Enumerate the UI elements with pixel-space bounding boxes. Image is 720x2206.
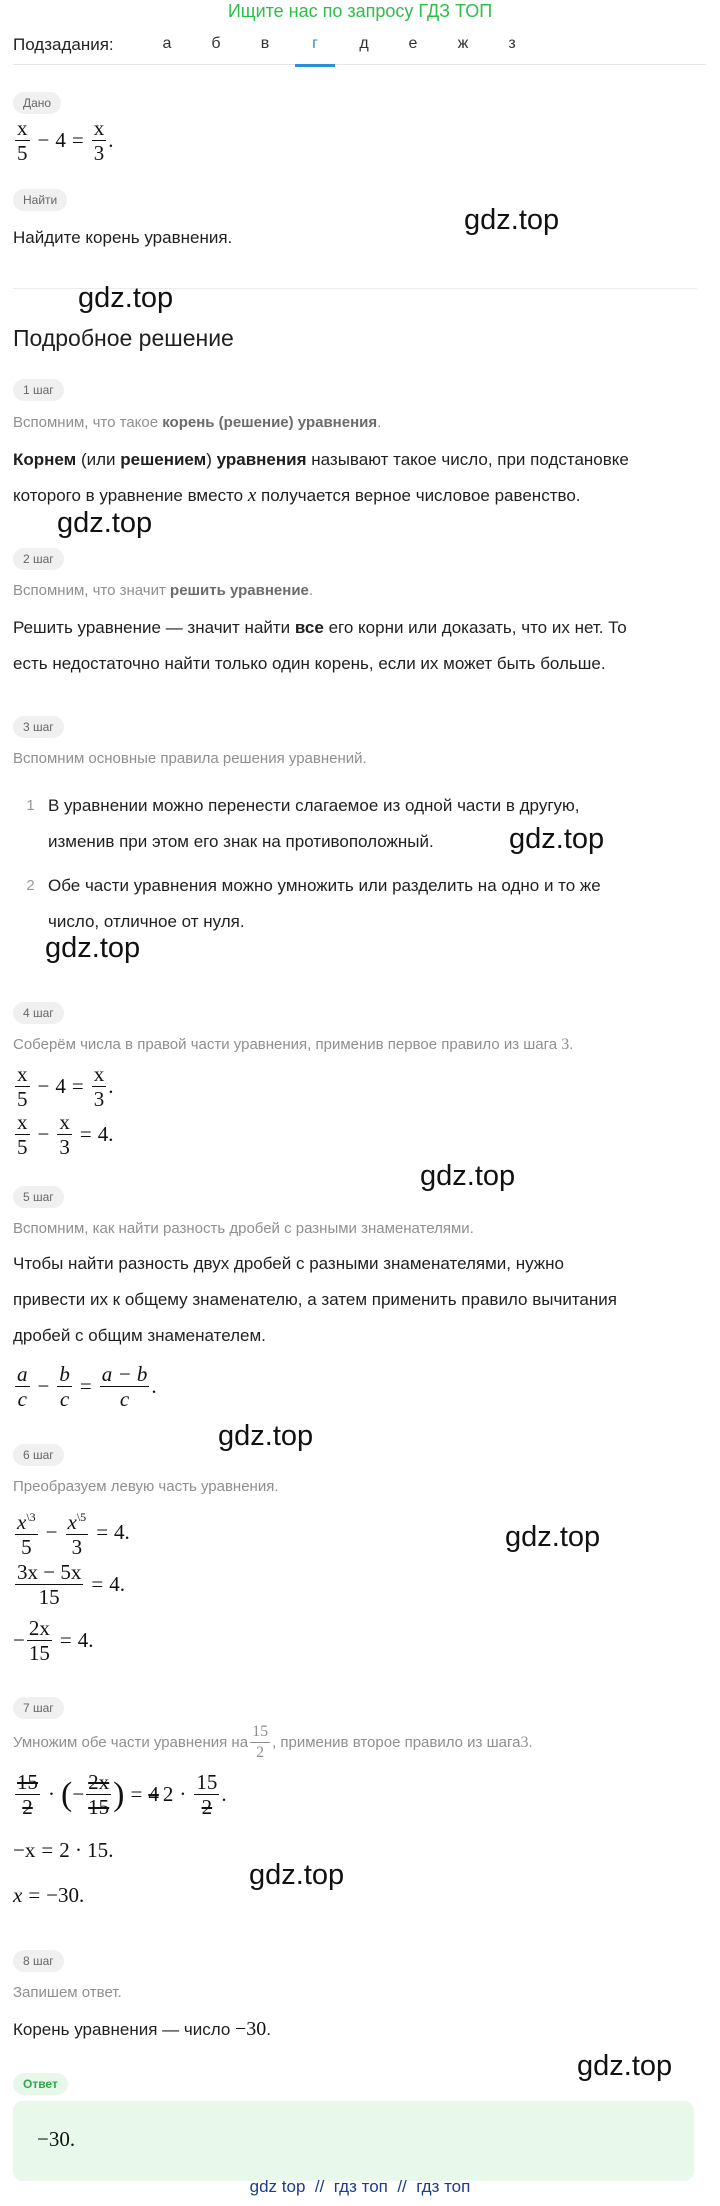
step-6-eq-2: $\frac{3x - 5x}{15}$ = 4 .	[17, 1560, 125, 1609]
step-1-hint: Вспомним, что такое корень (решение) уравнения.	[13, 414, 382, 431]
step-8-badge: 8 шаг	[13, 1950, 64, 1972]
step-4-eq-1: $\frac{x}{5}$ − 4 = $\frac{x}{3}$ .	[17, 1062, 114, 1111]
step-4-badge: 4 шаг	[13, 1002, 64, 1024]
step-6-hint: Преобразуем левую часть уравнения.	[13, 1478, 279, 1495]
tab-a[interactable]: а	[162, 35, 172, 52]
step-2-hint: Вспомним, что значит решить уравнение.	[13, 582, 314, 599]
find-text: Найдите корень уравнения.	[13, 228, 233, 247]
step-5-badge: 5 шаг	[13, 1186, 64, 1208]
watermark: gdz.top	[577, 2050, 673, 2082]
given-badge: Дано	[13, 92, 61, 114]
section-title: Подробное решение	[13, 325, 234, 351]
step-3-rules: 1 В уравнении можно перенести слагаемое из одной части в другую, изменив при этом его знак на противоположный. 2 Обе части уравнения можно умножить или разделить на одно и то же число, отличное от нуля.	[26, 796, 601, 931]
given-equation: $\frac{x}{5}$ − 4 = $\frac{x}{3}$ .	[17, 116, 114, 165]
watermark: gdz.top	[218, 1420, 314, 1452]
step-2-text: Решить уравнение — значит найти все его корни или доказать, что их нет. То есть недостаточно найти только один корень, если их может быть больше.	[13, 618, 627, 673]
step-1-badge: 1 шаг	[13, 379, 64, 401]
find-badge: Найти	[13, 189, 67, 211]
watermark: gdz.top	[45, 932, 141, 964]
step-8-hint: Запишем ответ.	[13, 1984, 122, 2001]
tab-zh[interactable]: ж	[457, 35, 469, 52]
step-7-hint: Умножим обе части уравнения на $\frac{15}{2}$ , применив второе правило из шага 3 .	[13, 1723, 533, 1761]
tab-v[interactable]: в	[260, 35, 270, 52]
watermark: gdz.top	[420, 1160, 516, 1192]
step-7-eq-2: −x = 2 · 15 .	[13, 1838, 114, 1862]
tab-d[interactable]: д	[359, 35, 369, 52]
tab-b[interactable]: б	[211, 35, 221, 52]
step-5-hint: Вспомним, как найти разность дробей с разными знаменателями.	[13, 1220, 474, 1237]
watermark: gdz.top	[249, 1859, 345, 1891]
watermark: gdz.top	[78, 282, 174, 314]
search-banner: Ищите нас по запросу ГДЗ ТОП	[227, 1, 493, 21]
step-1-text: Корнем (или решением) уравнения называют такое число, при подстановке которого в уравнение вместо x получается верное числовое равенство.	[13, 450, 629, 506]
step-3-hint: Вспомним основные правила решения уравнений.	[13, 750, 367, 767]
answer-badge: Ответ	[13, 2073, 68, 2095]
step-8-text: Корень уравнения — число −30.	[13, 2018, 272, 2040]
step-5-formula: $\frac{a}{c}$ − $\frac{b}{c}$ = $\frac{a - b}{c}$ .	[17, 1362, 157, 1411]
step-4-hint: Соберём числа в правой части уравнения, применив первое правило из шага 3.	[13, 1036, 574, 1053]
step-6-badge: 6 шаг	[13, 1444, 64, 1466]
step-7-eq-1: $\frac{15}{2}$ · ( − $\frac{2x}{15}$ ) = 4 2 · $\frac{15}{2}$ .	[17, 1770, 227, 1819]
tab-g[interactable]: г	[295, 35, 335, 53]
watermark: gdz.top	[464, 204, 560, 236]
watermark: gdz.top	[505, 1521, 601, 1553]
watermark: gdz.top	[57, 507, 153, 539]
answer-box	[13, 2101, 694, 2181]
subtasks-label: Подзадания:	[13, 35, 114, 54]
step-7-badge: 7 шаг	[13, 1697, 64, 1719]
step-6-eq-3: − $\frac{2x}{15}$ = 4 .	[13, 1616, 94, 1665]
tab-z[interactable]: з	[508, 35, 516, 52]
footer-links[interactable]: gdz top // гдз топ // гдз топ	[249, 2177, 471, 2196]
subtasks-bar	[13, 30, 706, 65]
step-3-badge: 3 шаг	[13, 716, 64, 738]
tab-e[interactable]: е	[408, 35, 418, 52]
step-5-text: Чтобы найти разность двух дробей с разными знаменателями, нужно привести их к общему знаменателю, а затем применить правило вычитания дробей с общим знаменателем.	[13, 1254, 617, 1345]
step-4-eq-2: $\frac{x}{5}$ − $\frac{x}{3}$ = 4 .	[17, 1110, 114, 1159]
step-6-eq-1: $\frac{x^{\backslash 3}}{5}$ − $\frac{x^{\backslash 5}}{3}$ = 4 .	[13, 1505, 130, 1559]
watermark: gdz.top	[509, 823, 605, 855]
step-2-badge: 2 шаг	[13, 548, 64, 570]
answer-value: −30.	[37, 2127, 76, 2151]
step-7-eq-3: x = −30 .	[13, 1883, 85, 1907]
